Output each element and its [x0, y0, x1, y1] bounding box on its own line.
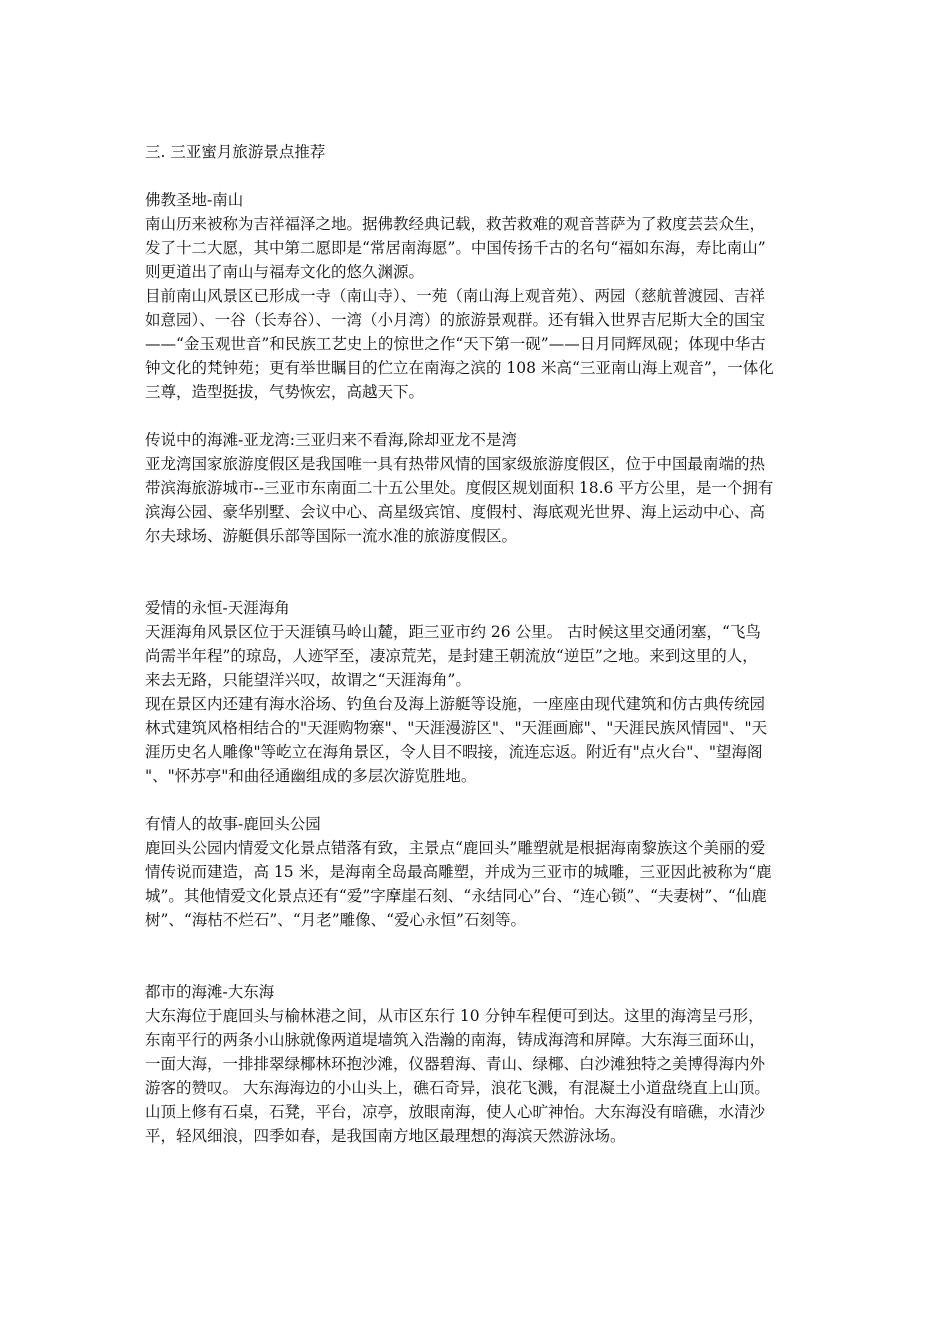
paragraph-line: 亚龙湾国家旅游度假区是我国唯一具有热带风情的国家级旅游度假区，位于中国最南端的热 — [145, 455, 766, 473]
section-heading: 爱情的永恒-天涯海角 — [145, 599, 290, 617]
paragraph-line: 三尊，造型挺拔，气势恢宏，高越天下。 — [145, 383, 425, 401]
paragraph-line: 来去无路，只能望洋兴叹，故谓之“天涯海角”。 — [145, 671, 471, 689]
paragraph-line: 树”、“海枯不烂石”、“月老”雕像、“爱心永恒”石刻等。 — [145, 911, 526, 929]
paragraph-line: 尔夫球场、游艇俱乐部等国际一流水准的旅游度假区。 — [145, 527, 518, 545]
paragraph-line: 现在景区内还建有海水浴场、钓鱼台及海上游艇等设施，一座座由现代建筑和仿古典传统园 — [145, 695, 766, 713]
paragraph-line: 目前南山风景区已形成一寺（南山寺）、一苑（南山海上观音苑）、两园（慈航普渡园、吉祥 — [145, 287, 766, 305]
paragraph-line: 情传说而建造，高 15 米，是海南全岛最高雕塑，并成为三亚市的城雕，三亚因此被称为“鹿 — [145, 863, 772, 881]
paragraph-line: 如意园）、一谷（长寿谷）、一湾（小月湾）的旅游景观群。还有辑入世界吉尼斯大全的国宝 — [145, 311, 766, 329]
paragraph-line: 山顶上修有石桌，石凳，平台，凉亭，放眼南海，使人心旷神怡。大东海没有暗礁，水清沙 — [145, 1103, 766, 1121]
paragraph-line: 南山历来被称为吉祥福泽之地。据佛教经典记载，救苦救难的观音菩萨为了救度芸芸众生， — [145, 215, 766, 233]
paragraph-line: 天涯海角风景区位于天涯镇马岭山麓，距三亚市约 26 公里。 古时候这里交通闭塞，“飞鸟 — [145, 623, 761, 641]
paragraph-line: 带滨海旅游城市--三亚市东南面二十五公里处。度假区规划面积 18.6 平方公里，是一个拥有 — [145, 479, 774, 497]
section-heading: 都市的海滩-大东海 — [145, 983, 275, 1001]
paragraph-line: 平，轻风细浪，四季如春，是我国南方地区最理想的海滨天然游泳场。 — [145, 1127, 626, 1145]
paragraph-line: 游客的赞叹。 大东海海边的小山头上，礁石奇异，浪花飞溅，有混凝土小道盘绕直上山顶。 — [145, 1079, 770, 1097]
paragraph-line: "、"怀苏亭"和曲径通幽组成的多层次游览胜地。 — [145, 767, 477, 785]
paragraph-line: 则更道出了南山与福寿文化的悠久渊源。 — [145, 263, 425, 281]
section-yalongwan — [145, 428, 815, 548]
paragraph-line: 发了十二大愿，其中第二愿即是“常居南海愿”。中国传扬千古的名句“福如东海，寿比南山” — [145, 239, 766, 257]
section-dadonghai — [145, 980, 815, 1148]
section-heading: 佛教圣地-南山 — [145, 191, 244, 209]
paragraph-line: 钟文化的梵钟苑；更有举世瞩目的伫立在南海之滨的 108 米高“三亚南山海上观音”，一体化 — [145, 359, 774, 377]
paragraph-line: 林式建筑风格相结合的"天涯购物寨"、"天涯漫游区"、"天涯画廊"、"天涯民族风情园"、"天 — [145, 719, 768, 737]
document-title: 三. 三亚蜜月旅游景点推荐 — [145, 143, 326, 161]
paragraph-line: 大东海位于鹿回头与榆林港之间，从市区东行 10 分钟车程便可到达。这里的海湾呈弓形， — [145, 1007, 764, 1025]
paragraph-line: 尚需半年程”的琼岛，人迹罕至，凄凉荒芜，是封建王朝流放“逆臣”之地。来到这里的人， — [145, 647, 758, 665]
paragraph-line: 城”。其他情爱文化景点还有“爱”字摩崖石刻、“永结同心”台、“连心锁”、“夫妻树”、“仙鹿 — [145, 887, 767, 905]
section-heading: 传说中的海滩-亚龙湾:三亚归来不看海,除却亚龙不是湾 — [145, 431, 517, 449]
paragraph-line: ——“金玉观世音”和民族工艺史上的惊世之作“天下第一砚”——日月同辉凤砚；体现中华古 — [145, 335, 766, 353]
section-luhuitou — [145, 812, 815, 932]
paragraph-line: 鹿回头公园内情爱文化景点错落有致，主景点“鹿回头”雕塑就是根据海南黎族这个美丽的爱 — [145, 839, 766, 857]
paragraph-line: 一面大海，一排排翠绿椰林环抱沙滩，仪器碧海、青山、绿椰、白沙滩独特之美博得海内外 — [145, 1055, 766, 1073]
paragraph-line: 滨海公园、豪华别墅、会议中心、高星级宾馆、度假村、海底观光世界、海上运动中心、高 — [145, 503, 766, 521]
section-nanshan — [145, 188, 815, 404]
section-tianya-haijiao — [145, 596, 815, 788]
document-page — [145, 140, 815, 1148]
paragraph-line: 东南平行的两条小山脉就像两道堤墙筑入浩瀚的南海，铸成海湾和屏障。大东海三面环山， — [145, 1031, 766, 1049]
section-heading: 有情人的故事-鹿回头公园 — [145, 815, 321, 833]
paragraph-line: 涯历史名人雕像"等屹立在海角景区，令人目不暇接，流连忘返。附近有"点火台"、"望海阁 — [145, 743, 763, 761]
